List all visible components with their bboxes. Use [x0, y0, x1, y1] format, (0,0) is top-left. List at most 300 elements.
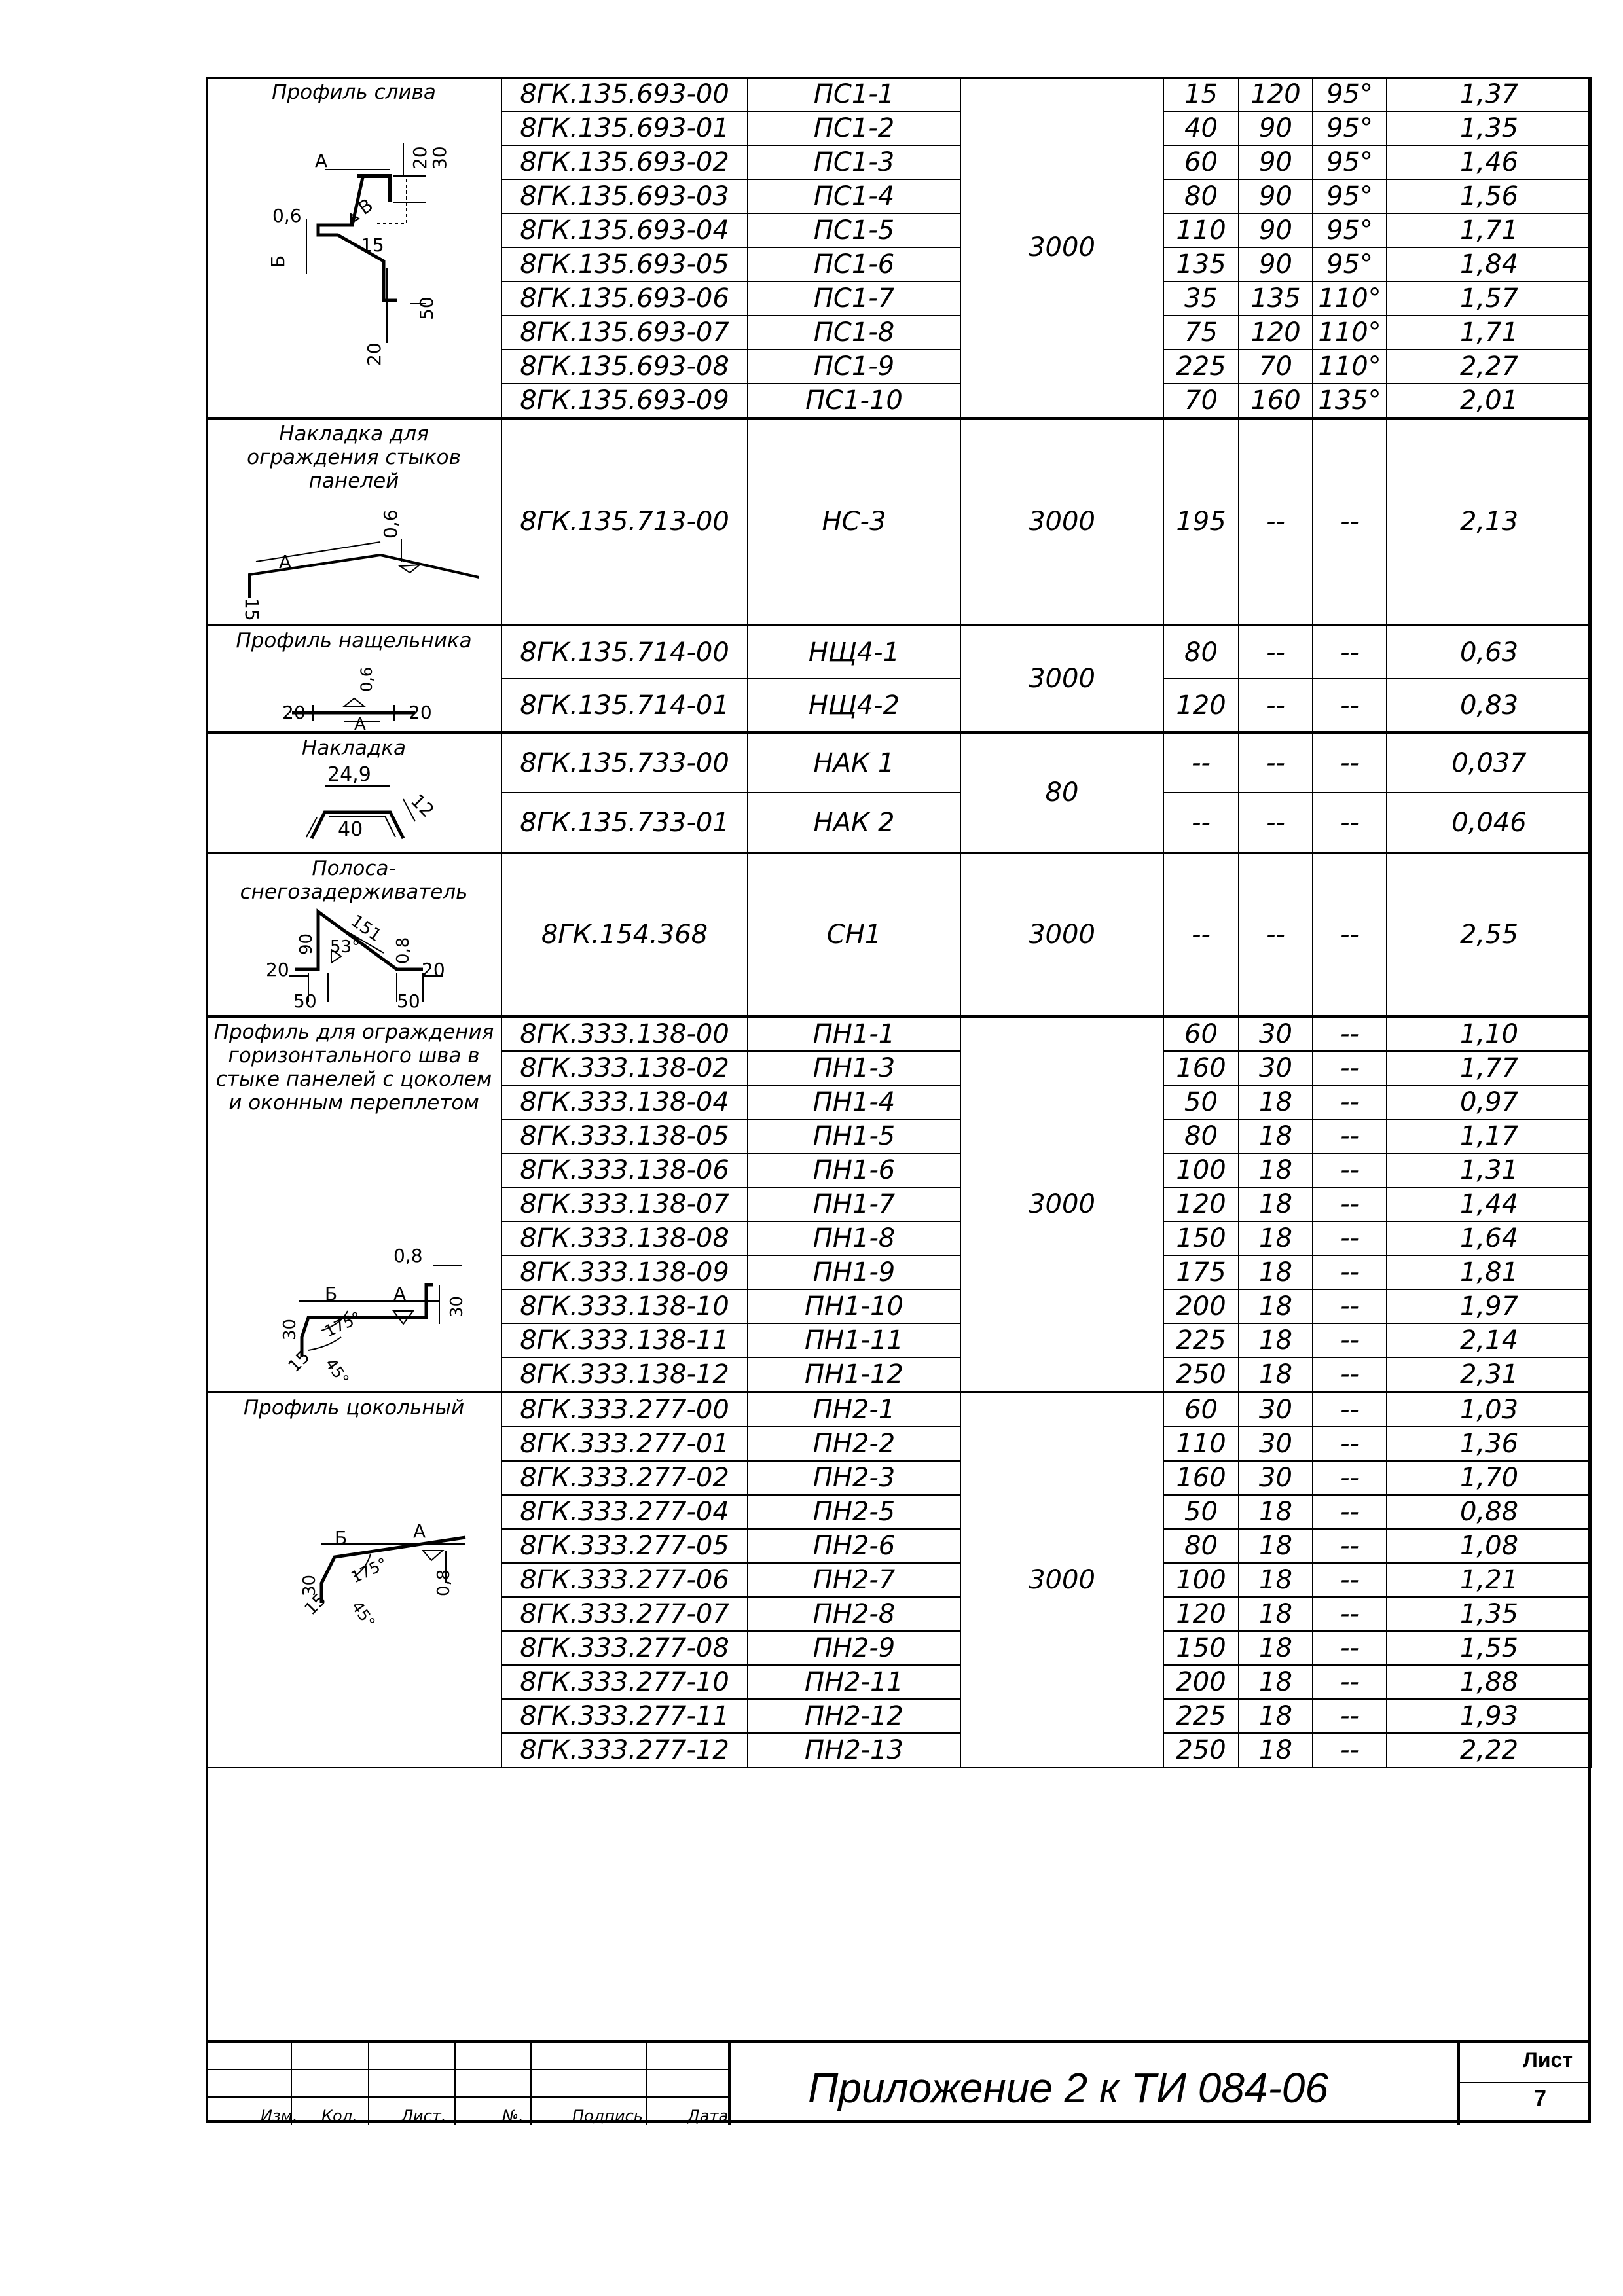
svg-text:30: 30 [447, 1295, 467, 1318]
cell-designation: 8ГК.135.693-03 [501, 179, 748, 213]
cell-mark: НЩ4-1 [748, 625, 960, 679]
cell-mark: ПН1-10 [748, 1289, 960, 1323]
cell-angle: -- [1313, 1733, 1387, 1767]
svg-text:20: 20 [363, 342, 385, 366]
cell-mark: ПН2-8 [748, 1597, 960, 1631]
cell-dim-a: 80 [1163, 1529, 1239, 1563]
cell-dim-a: 160 [1163, 1051, 1239, 1085]
cell-mark: ПС1-4 [748, 179, 960, 213]
svg-text:20: 20 [282, 702, 306, 723]
cell-mass: 1,81 [1387, 1255, 1592, 1289]
cell-mark: НАК 1 [748, 732, 960, 793]
svg-text:24,9: 24,9 [327, 763, 371, 786]
profile-sketch-cell [206, 1016, 501, 1392]
cell-mass: 1,17 [1387, 1119, 1592, 1153]
svg-text:0,8: 0,8 [393, 937, 413, 964]
cell-mass: 2,31 [1387, 1357, 1592, 1392]
horizontal-seam-profile-drawing [236, 1115, 472, 1390]
svg-text:А: А [278, 551, 291, 573]
cell-dim-b: -- [1239, 625, 1313, 679]
cell-dim-a: 70 [1163, 384, 1239, 418]
svg-text:30: 30 [299, 1574, 319, 1596]
cell-mark: ПН2-12 [748, 1699, 960, 1733]
cell-dim-b: 90 [1239, 145, 1313, 179]
cell-mark: ПН2-6 [748, 1529, 960, 1563]
svg-text:А: А [314, 150, 327, 171]
cell-mark: ПН1-12 [748, 1357, 960, 1392]
cell-dim-b: 30 [1239, 1016, 1313, 1051]
svg-text:20: 20 [408, 702, 432, 723]
cell-mark: ПН1-6 [748, 1153, 960, 1187]
cell-designation: 8ГК.135.693-05 [501, 247, 748, 281]
cell-angle: -- [1313, 732, 1387, 793]
cell-mass: 1,97 [1387, 1289, 1592, 1323]
svg-text:20: 20 [421, 959, 445, 980]
svg-text:45°: 45° [321, 1355, 352, 1389]
cell-length: 3000 [960, 853, 1163, 1016]
cell-mark: ПН1-1 [748, 1016, 960, 1051]
cell-dim-a: 225 [1163, 350, 1239, 384]
svg-text:53°: 53° [329, 937, 360, 957]
plinth-profile-drawing [236, 1420, 472, 1636]
cell-mark: ПН1-9 [748, 1255, 960, 1289]
svg-text:0,6: 0,6 [379, 509, 401, 539]
cell-mass: 1,31 [1387, 1153, 1592, 1187]
cell-angle: -- [1313, 793, 1387, 853]
cell-angle: -- [1313, 679, 1387, 732]
cell-dim-a: 135 [1163, 247, 1239, 281]
profile-title: Профиль для ограждения горизонтального шва в стыке панелей с цоколем и оконным переплетом [213, 1020, 494, 1115]
cell-angle: 95° [1313, 111, 1387, 145]
svg-text:Б: Б [266, 255, 289, 268]
svg-text:12: 12 [406, 789, 439, 822]
cell-mass: 2,01 [1387, 384, 1592, 418]
profile-title: Накладка для ограждения стыков панелей [247, 422, 461, 493]
stamp-label-sheet: Лист. [401, 2107, 447, 2125]
cell-dim-b: 135 [1239, 281, 1313, 315]
svg-text:50: 50 [293, 990, 317, 1012]
cell-angle: 95° [1313, 247, 1387, 281]
cell-dim-a: 15 [1163, 77, 1239, 111]
profile-sketch-cell [206, 853, 501, 1016]
cell-dim-a: 150 [1163, 1631, 1239, 1665]
profile-sketch-cell [206, 1392, 501, 1767]
svg-text:В: В [354, 194, 377, 219]
profile-title: Профиль цокольный [243, 1396, 465, 1420]
cell-designation: 8ГК.333.138-11 [501, 1323, 748, 1357]
profile-title: Профиль нащельника [236, 629, 472, 653]
cell-dim-a: 200 [1163, 1289, 1239, 1323]
table-row [206, 1016, 1592, 1051]
svg-text:45°: 45° [347, 1598, 378, 1632]
cell-mark: ПН2-7 [748, 1563, 960, 1597]
cell-mass: 0,63 [1387, 625, 1592, 679]
cell-designation: 8ГК.135.713-00 [501, 418, 748, 625]
cell-mark: ПН2-5 [748, 1495, 960, 1529]
cell-mark: ПН1-11 [748, 1323, 960, 1357]
cell-designation: 8ГК.333.277-01 [501, 1427, 748, 1461]
svg-text:0,6: 0,6 [357, 666, 376, 692]
stamp-label-change: Изм. [261, 2107, 298, 2125]
cell-dim-b: 90 [1239, 213, 1313, 247]
sheet-number: 7 [1534, 2086, 1546, 2111]
table-row [206, 732, 1592, 793]
cell-angle: 110° [1313, 281, 1387, 315]
cell-dim-a: 150 [1163, 1221, 1239, 1255]
cell-mark: ПС1-7 [748, 281, 960, 315]
cell-mass: 1,35 [1387, 1597, 1592, 1631]
svg-text:30: 30 [280, 1318, 300, 1340]
cell-length: 3000 [960, 77, 1163, 418]
cell-mass: 1,46 [1387, 145, 1592, 179]
cell-dim-a: 200 [1163, 1665, 1239, 1699]
cell-dim-b: 90 [1239, 247, 1313, 281]
cell-dim-b: 18 [1239, 1665, 1313, 1699]
cell-angle: -- [1313, 1187, 1387, 1221]
cell-mass: 1,88 [1387, 1665, 1592, 1699]
stamp-label-number: №. [502, 2107, 524, 2125]
cell-angle: 110° [1313, 315, 1387, 350]
cell-mass: 1,56 [1387, 179, 1592, 213]
cell-designation: 8ГК.135.693-00 [501, 77, 748, 111]
cell-mark: ПС1-8 [748, 315, 960, 350]
cell-dim-a: 110 [1163, 1427, 1239, 1461]
cell-mark: ПН2-11 [748, 1665, 960, 1699]
cell-angle: 95° [1313, 145, 1387, 179]
drain-profile-drawing [246, 104, 462, 392]
cell-mass: 1,35 [1387, 111, 1592, 145]
cell-mark: ПС1-9 [748, 350, 960, 384]
table-row [206, 1392, 1592, 1427]
cell-dim-b: 18 [1239, 1357, 1313, 1392]
cell-designation: 8ГК.135.714-01 [501, 679, 748, 732]
cell-mass: 2,55 [1387, 853, 1592, 1016]
svg-text:15: 15 [240, 598, 263, 621]
cell-mass: 1,36 [1387, 1427, 1592, 1461]
cell-designation: 8ГК.333.277-02 [501, 1461, 748, 1495]
cell-angle: 135° [1313, 384, 1387, 418]
cell-mark: ПН2-1 [748, 1392, 960, 1427]
cell-mark: ПН2-9 [748, 1631, 960, 1665]
cell-designation: 8ГК.333.277-06 [501, 1563, 748, 1597]
cell-angle: -- [1313, 1529, 1387, 1563]
svg-text:20: 20 [409, 146, 431, 170]
cell-mass: 1,55 [1387, 1631, 1592, 1665]
cell-angle: -- [1313, 1016, 1387, 1051]
cell-angle: -- [1313, 1255, 1387, 1289]
cell-mark: ПС1-6 [748, 247, 960, 281]
cell-angle: 95° [1313, 179, 1387, 213]
cell-dim-b: 18 [1239, 1529, 1313, 1563]
svg-text:А: А [412, 1520, 426, 1542]
cell-dim-a: 225 [1163, 1323, 1239, 1357]
svg-text:15: 15 [301, 1590, 330, 1619]
cell-dim-a: 75 [1163, 315, 1239, 350]
cell-angle: -- [1313, 1665, 1387, 1699]
cell-angle: -- [1313, 1461, 1387, 1495]
cell-mass: 0,88 [1387, 1495, 1592, 1529]
cell-mark: ПН2-2 [748, 1427, 960, 1461]
cell-angle: -- [1313, 1119, 1387, 1153]
sheet-label: Лист [1523, 2048, 1573, 2072]
cell-mark: ПН1-3 [748, 1051, 960, 1085]
cell-dim-b: 18 [1239, 1221, 1313, 1255]
title-block [206, 2040, 1591, 2125]
cell-angle: -- [1313, 1392, 1387, 1427]
cell-mass: 1,37 [1387, 77, 1592, 111]
svg-text:0,6: 0,6 [272, 205, 302, 226]
cell-dim-a: 80 [1163, 625, 1239, 679]
cell-mark: НЩ4-2 [748, 679, 960, 732]
profile-title: Профиль слива [272, 81, 436, 104]
cell-dim-b: 18 [1239, 1597, 1313, 1631]
cell-designation: 8ГК.135.693-01 [501, 111, 748, 145]
cell-angle: 110° [1313, 350, 1387, 384]
cell-designation: 8ГК.333.138-12 [501, 1357, 748, 1392]
cell-dim-b: 30 [1239, 1051, 1313, 1085]
cell-dim-a: 60 [1163, 1016, 1239, 1051]
cell-mark: ПС1-1 [748, 77, 960, 111]
cell-dim-b: 30 [1239, 1392, 1313, 1427]
cell-mass: 2,27 [1387, 350, 1592, 384]
cell-designation: 8ГК.333.138-08 [501, 1221, 748, 1255]
cell-mass: 1,64 [1387, 1221, 1592, 1255]
cell-dim-b: 30 [1239, 1427, 1313, 1461]
cell-mass: 1,93 [1387, 1699, 1592, 1733]
cell-designation: 8ГК.333.138-05 [501, 1119, 748, 1153]
joint-cover-drawing [230, 493, 479, 624]
cell-dim-a: 80 [1163, 179, 1239, 213]
cell-designation: 8ГК.333.277-00 [501, 1392, 748, 1427]
table-row [206, 853, 1592, 1016]
svg-text:151: 151 [346, 911, 385, 946]
cell-dim-b: -- [1239, 732, 1313, 793]
cell-designation: 8ГК.154.368 [501, 853, 748, 1016]
cell-dim-b: 18 [1239, 1323, 1313, 1357]
svg-text:20: 20 [265, 959, 289, 980]
document-title: Приложение 2 к ТИ 084-06 [808, 2064, 1328, 2111]
cell-angle: -- [1313, 853, 1387, 1016]
svg-text:50: 50 [415, 296, 437, 320]
cell-dim-b: 120 [1239, 315, 1313, 350]
cell-dim-a: 40 [1163, 111, 1239, 145]
cell-designation: 8ГК.333.138-04 [501, 1085, 748, 1119]
cell-dim-b: -- [1239, 793, 1313, 853]
batten-profile-drawing [246, 653, 462, 731]
cell-dim-b: 18 [1239, 1085, 1313, 1119]
cell-angle: -- [1313, 1563, 1387, 1597]
cell-angle: -- [1313, 1221, 1387, 1255]
cell-mass: 1,84 [1387, 247, 1592, 281]
cell-dim-a: 250 [1163, 1357, 1239, 1392]
cell-mass: 1,77 [1387, 1051, 1592, 1085]
cell-dim-b: 160 [1239, 384, 1313, 418]
svg-text:15: 15 [284, 1347, 314, 1376]
cell-designation: 8ГК.333.138-07 [501, 1187, 748, 1221]
cell-mark: ПС1-3 [748, 145, 960, 179]
cell-angle: -- [1313, 1051, 1387, 1085]
svg-text:0,8: 0,8 [393, 1245, 423, 1266]
profiles-table [206, 77, 1592, 1768]
profile-title: Полоса-снегозадерживатель [240, 857, 468, 904]
cell-dim-a: 250 [1163, 1733, 1239, 1767]
cell-mass: 1,03 [1387, 1392, 1592, 1427]
cell-mass: 1,10 [1387, 1016, 1592, 1051]
cell-dim-b: 18 [1239, 1255, 1313, 1289]
cell-dim-a: 60 [1163, 145, 1239, 179]
cell-designation: 8ГК.333.138-10 [501, 1289, 748, 1323]
cell-mark: СН1 [748, 853, 960, 1016]
svg-text:90: 90 [296, 933, 316, 955]
cell-mass: 1,44 [1387, 1187, 1592, 1221]
cell-angle: -- [1313, 625, 1387, 679]
cell-dim-a: 120 [1163, 1187, 1239, 1221]
cell-dim-b: 18 [1239, 1119, 1313, 1153]
svg-text:15: 15 [360, 234, 384, 256]
cell-designation: 8ГК.333.277-05 [501, 1529, 748, 1563]
cell-mass: 1,57 [1387, 281, 1592, 315]
cell-dim-b: -- [1239, 418, 1313, 625]
cell-dim-a: 110 [1163, 213, 1239, 247]
cell-dim-b: 18 [1239, 1699, 1313, 1733]
cell-dim-a: 35 [1163, 281, 1239, 315]
profile-sketch-cell [206, 77, 501, 418]
profile-sketch-cell [206, 732, 501, 853]
profile-title: Накладка [302, 736, 406, 760]
cell-mass: 0,97 [1387, 1085, 1592, 1119]
cell-dim-b: 18 [1239, 1289, 1313, 1323]
snow-guard-drawing [246, 904, 462, 1015]
cell-designation: 8ГК.333.277-10 [501, 1665, 748, 1699]
svg-text:50: 50 [396, 990, 420, 1012]
cell-designation: 8ГК.135.733-01 [501, 793, 748, 853]
stamp-label-date: Дата [687, 2107, 729, 2125]
cell-designation: 8ГК.135.693-09 [501, 384, 748, 418]
cell-dim-b: -- [1239, 853, 1313, 1016]
stamp-label-signature: Подпись [572, 2107, 643, 2125]
cell-dim-b: 90 [1239, 111, 1313, 145]
cell-dim-a: 50 [1163, 1495, 1239, 1529]
stamp-label-count: Кол. [321, 2107, 357, 2125]
cell-dim-a: -- [1163, 732, 1239, 793]
cell-designation: 8ГК.135.693-07 [501, 315, 748, 350]
cell-dim-a: 60 [1163, 1392, 1239, 1427]
cell-designation: 8ГК.333.138-09 [501, 1255, 748, 1289]
cell-length: 3000 [960, 1016, 1163, 1392]
cell-length: 80 [960, 732, 1163, 853]
cell-angle: -- [1313, 1323, 1387, 1357]
cell-dim-b: 18 [1239, 1153, 1313, 1187]
cell-dim-a: -- [1163, 793, 1239, 853]
svg-text:175°: 175° [348, 1554, 390, 1587]
svg-text:Б: Б [334, 1527, 347, 1549]
cell-angle: 95° [1313, 213, 1387, 247]
cell-angle: -- [1313, 1631, 1387, 1665]
cell-dim-a: 160 [1163, 1461, 1239, 1495]
cell-mass: 1,08 [1387, 1529, 1592, 1563]
cell-dim-b: 120 [1239, 77, 1313, 111]
cell-mark: ПН1-4 [748, 1085, 960, 1119]
cell-mass: 1,70 [1387, 1461, 1592, 1495]
cell-dim-a: 175 [1163, 1255, 1239, 1289]
svg-text:30: 30 [428, 146, 450, 170]
cell-mass: 2,13 [1387, 418, 1592, 625]
cell-designation: 8ГК.333.277-04 [501, 1495, 748, 1529]
cell-dim-a: 120 [1163, 679, 1239, 732]
cell-angle: -- [1313, 1085, 1387, 1119]
table-row [206, 625, 1592, 679]
cell-designation: 8ГК.135.693-08 [501, 350, 748, 384]
cell-mass: 1,71 [1387, 213, 1592, 247]
cell-mass: 0,83 [1387, 679, 1592, 732]
cell-mark: ПС1-10 [748, 384, 960, 418]
cell-angle: -- [1313, 1699, 1387, 1733]
cell-dim-b: -- [1239, 679, 1313, 732]
cell-dim-a: 50 [1163, 1085, 1239, 1119]
cell-mark: ПС1-2 [748, 111, 960, 145]
table-row [206, 418, 1592, 625]
cell-designation: 8ГК.333.138-00 [501, 1016, 748, 1051]
cell-designation: 8ГК.135.714-00 [501, 625, 748, 679]
cell-angle: -- [1313, 1289, 1387, 1323]
cell-dim-b: 90 [1239, 179, 1313, 213]
cell-angle: -- [1313, 1153, 1387, 1187]
cell-mark: НС-3 [748, 418, 960, 625]
cell-mark: ПН2-3 [748, 1461, 960, 1495]
cell-designation: 8ГК.135.733-00 [501, 732, 748, 793]
cell-dim-b: 70 [1239, 350, 1313, 384]
cell-dim-a: 100 [1163, 1563, 1239, 1597]
table-row [206, 77, 1592, 111]
cell-dim-b: 18 [1239, 1495, 1313, 1529]
cell-dim-b: 18 [1239, 1563, 1313, 1597]
profile-sketch-cell [206, 625, 501, 732]
cell-angle: -- [1313, 1427, 1387, 1461]
cell-designation: 8ГК.333.138-06 [501, 1153, 748, 1187]
cell-mark: ПН1-5 [748, 1119, 960, 1153]
svg-text:А: А [354, 715, 366, 731]
cell-designation: 8ГК.333.277-07 [501, 1597, 748, 1631]
cell-dim-a: 80 [1163, 1119, 1239, 1153]
cell-mark: ПН1-8 [748, 1221, 960, 1255]
cell-dim-a: 225 [1163, 1699, 1239, 1733]
cell-dim-b: 18 [1239, 1733, 1313, 1767]
cell-dim-a: 100 [1163, 1153, 1239, 1187]
cell-designation: 8ГК.333.277-11 [501, 1699, 748, 1733]
cell-mass: 2,14 [1387, 1323, 1592, 1357]
svg-text:175°: 175° [321, 1308, 364, 1341]
cell-length: 3000 [960, 1392, 1163, 1767]
cell-length: 3000 [960, 418, 1163, 625]
cell-designation: 8ГК.333.138-02 [501, 1051, 748, 1085]
cell-mark: ПН2-13 [748, 1733, 960, 1767]
cell-designation: 8ГК.135.693-04 [501, 213, 748, 247]
cell-length: 3000 [960, 625, 1163, 732]
cell-designation: 8ГК.333.277-08 [501, 1631, 748, 1665]
svg-text:0,8: 0,8 [433, 1569, 454, 1596]
cell-dim-a: 195 [1163, 418, 1239, 625]
cell-designation: 8ГК.135.693-02 [501, 145, 748, 179]
overlay-drawing [246, 760, 462, 852]
cell-dim-a: -- [1163, 853, 1239, 1016]
svg-text:40: 40 [337, 818, 363, 841]
cell-angle: -- [1313, 1357, 1387, 1392]
cell-dim-b: 18 [1239, 1631, 1313, 1665]
cell-mass: 0,046 [1387, 793, 1592, 853]
cell-dim-b: 30 [1239, 1461, 1313, 1495]
cell-mark: ПС1-5 [748, 213, 960, 247]
cell-dim-a: 120 [1163, 1597, 1239, 1631]
